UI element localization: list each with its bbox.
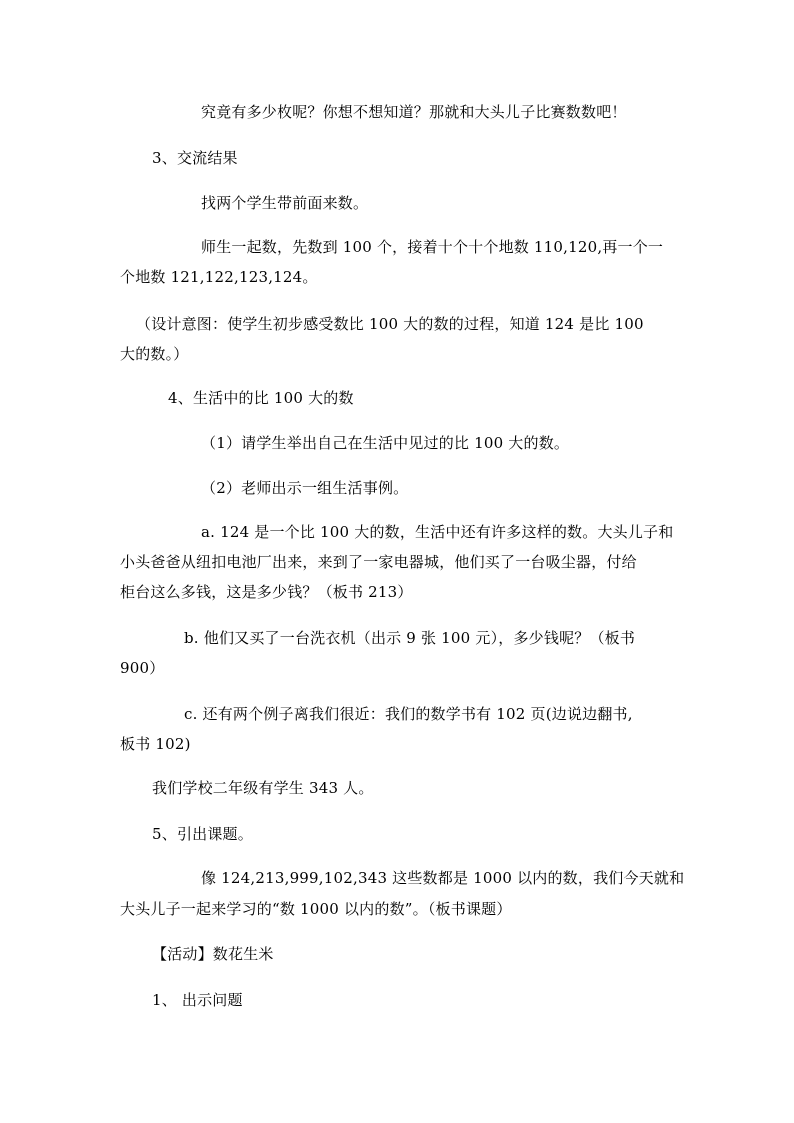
section-heading: 5、引出课题。 — [152, 825, 253, 843]
design-intent-note: 大的数。） — [120, 345, 189, 363]
paragraph-line: 个地数 121,122,123,124。 — [120, 268, 318, 286]
section-heading: 3、交流结果 — [152, 149, 238, 167]
paragraph-line: 找两个学生带前面来数。 — [201, 194, 369, 212]
paragraph-line: 大头儿子一起来学习的“数 1000 以内的数”。（板书课题） — [120, 900, 512, 918]
design-intent-note: （设计意图：使学生初步感受数比 100 大的数的过程，知道 124 是比 100 — [136, 315, 644, 333]
paragraph-line: 师生一起数，先数到 100 个，接着十个十个地数 110,120,再一个一 — [201, 238, 664, 256]
paragraph-line: 我们学校二年级有学生 343 人。 — [152, 779, 374, 797]
section-heading: 4、生活中的比 100 大的数 — [168, 389, 354, 407]
example-line: 900） — [120, 659, 165, 677]
example-line: c. 还有两个例子离我们很近：我们的数学书有 102 页(边说边翻书, — [184, 705, 633, 723]
example-line: b. 他们又买了一台洗衣机（出示 9 张 100 元），多少钱呢？（板书 — [184, 629, 636, 647]
list-item: （2）老师出示一组生活事例。 — [201, 479, 409, 497]
example-line: 小头爸爸从纽扣电池厂出来，来到了一家电器城，他们买了一台吸尘器，付给 — [120, 553, 637, 571]
list-item: （1）请学生举出自己在生活中见过的比 100 大的数。 — [201, 434, 570, 452]
example-line: a. 124 是一个比 100 大的数，生活中还有许多这样的数。大头儿子和 — [201, 523, 674, 541]
paragraph-line: 像 124,213,999,102,343 这些数都是 1000 以内的数，我们今天就和 — [201, 869, 685, 887]
paragraph-line: 究竟有多少枚呢？你想不想知道？那就和大头儿子比赛数数吧！ — [201, 103, 627, 121]
example-line: 柜台这么多钱，这是多少钱？（板书 213） — [120, 583, 413, 601]
example-line: 板书 102) — [120, 735, 191, 753]
activity-heading: 【活动】数花生米 — [152, 945, 274, 963]
list-item: 1、 出示问题 — [152, 991, 243, 1009]
